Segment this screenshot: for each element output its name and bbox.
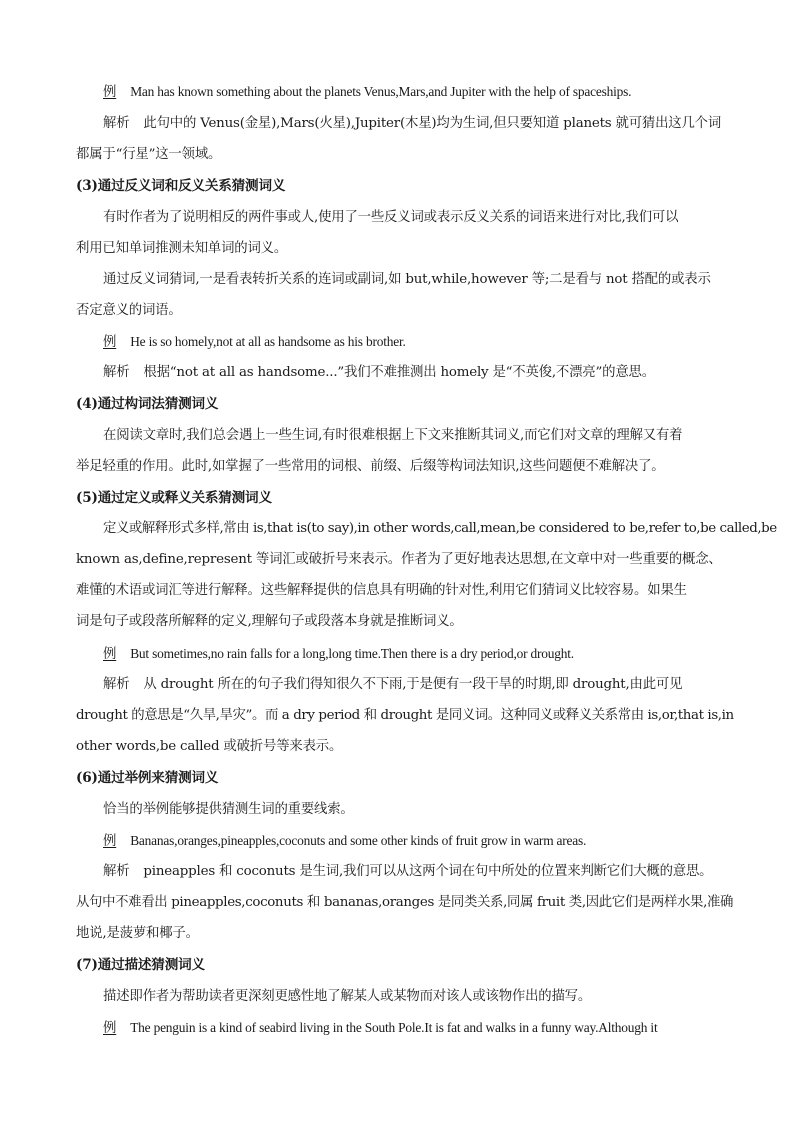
- section-heading-6: (6)通过举例来猜测词义: [76, 770, 219, 786]
- analysis-line: [103, 675, 753, 695]
- paragraph-line: 词是句子或段落所解释的定义,理解句子或段落本身就是推断词义。: [76, 614, 463, 629]
- paragraph-line: 举足轻重的作用。此时,如掌握了一些常用的词根、前缀、后缀等构词法知识,这些问题便不难解决了。: [76, 459, 665, 474]
- example-label: 例: [103, 84, 117, 99]
- analysis-line: [103, 363, 753, 383]
- section-heading-4: (4)通过构词法猜测词义: [76, 396, 219, 412]
- analysis-text: 此句中的 Venus(金星),Mars(火星),Jupiter(木星)均为生词,但只要知道 planets 就可猜出这几个词: [143, 116, 722, 131]
- analysis-label: 解析: [103, 677, 130, 692]
- paragraph-line: other words,be called 或破折号等来表示。: [76, 739, 343, 754]
- paragraph-line: 定义或解释形式多样,常由 is,that is(to say),in other words,call,mean,be considered to be,refer to,be called,be: [103, 521, 777, 536]
- example-text: But sometimes,no rain falls for a long,long time.Then there is a dry period,or drought.: [130, 646, 574, 661]
- example-text: Man has known something about the planets Venus,Mars,and Jupiter with the help of spaceships.: [130, 84, 632, 99]
- paragraph-line: 地说,是菠萝和椰子。: [76, 926, 199, 941]
- analysis-text: 从 drought 所在的句子我们得知很久不下雨,于是便有一段干旱的时期,即 drought,由此可见: [143, 677, 683, 692]
- section-heading-7: (7)通过描述猜测词义: [76, 957, 205, 973]
- example-line: [103, 82, 753, 102]
- paragraph-line: 难懂的术语或词汇等进行解释。这些解释提供的信息具有明确的针对性,利用它们猜词义比较容易。如果生: [76, 583, 687, 598]
- paragraph-line: known as,define,represent 等词汇或破折号来表示。作者为了更好地表达思想,在文章中对一些重要的概念、: [76, 552, 722, 567]
- analysis-line: [103, 862, 753, 882]
- example-text: He is so homely,not at all as handsome as his brother.: [130, 334, 406, 349]
- example-label: 例: [103, 833, 117, 848]
- analysis-text: pineapples 和 coconuts 是生词,我们可以从这两个词在句中所处的位置来判断它们大概的意思。: [143, 864, 713, 879]
- example-line: [103, 831, 753, 851]
- example-text: Bananas,oranges,pineapples,coconuts and some other kinds of fruit grow in warm areas.: [130, 833, 587, 848]
- section-heading-5: (5)通过定义或释义关系猜测词义: [76, 490, 272, 506]
- analysis-line: [103, 114, 753, 134]
- section-heading-3: (3)通过反义词和反义关系猜测词义: [76, 178, 286, 194]
- example-line: [103, 1018, 753, 1038]
- example-text: The penguin is a kind of seabird living in the South Pole.It is fat and walks in a funny way.Although it: [130, 1020, 658, 1035]
- paragraph-line: 从句中不难看出 pineapples,coconuts 和 bananas,oranges 是同类关系,同属 fruit 类,因此它们是两样水果,准确: [76, 895, 734, 910]
- paragraph-line: 利用已知单词推测未知单词的词义。: [76, 241, 288, 256]
- paragraph-line: 恰当的举例能够提供猜测生词的重要线索。: [103, 802, 354, 817]
- analysis-label: 解析: [103, 864, 130, 879]
- paragraph-line: 通过反义词猜词,一是看表转折关系的连词或副词,如 but,while,however 等;二是看与 not 搭配的或表示: [103, 272, 711, 287]
- paragraph-line: 在阅读文章时,我们总会遇上一些生词,有时很难根据上下文来推断其词义,而它们对文章的理解又有着: [103, 428, 683, 443]
- analysis-label: 解析: [103, 365, 130, 380]
- example-line: [103, 332, 753, 352]
- analysis-text: 根据“not at all as handsome...”我们不难推测出 homely 是“不英俊,不漂亮”的意思。: [143, 365, 655, 380]
- paragraph-line: 描述即作者为帮助读者更深刻更感性地了解某人或某物而对该人或该物作出的描写。: [103, 989, 592, 1004]
- paragraph-line: drought 的意思是“久旱,旱灾”。而 a dry period 和 drought 是同义词。这种同义或释义关系常由 is,or,that is,in: [76, 708, 734, 723]
- example-label: 例: [103, 1020, 117, 1035]
- example-label: 例: [103, 646, 117, 661]
- paragraph-line: 有时作者为了说明相反的两件事或人,使用了一些反义词或表示反义关系的词语来进行对比,我们可以: [103, 210, 679, 225]
- paragraph-line: 都属于“行星”这一领域。: [76, 147, 222, 162]
- example-label: 例: [103, 334, 117, 349]
- example-line: [103, 644, 753, 664]
- paragraph-line: 否定意义的词语。: [76, 303, 182, 318]
- analysis-label: 解析: [103, 116, 130, 131]
